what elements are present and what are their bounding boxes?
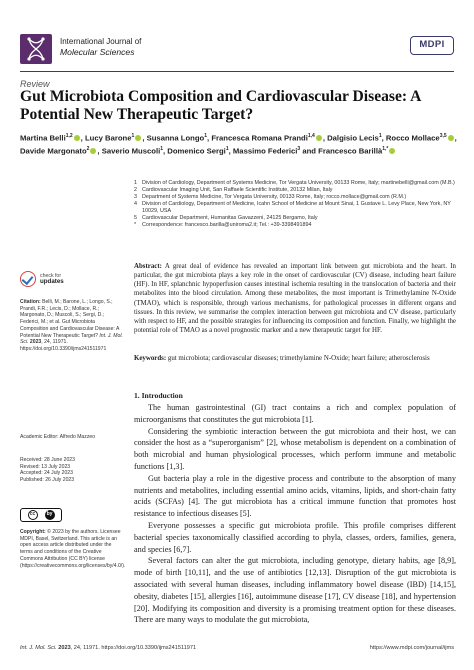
author-affiliation-mark: 1,* (382, 146, 389, 153)
footer-citation (20, 645, 196, 651)
affiliation-text: Cardiovascular Imaging Unit, San Raffaele Scientific Institute, 20132 Milan, Italy (142, 187, 333, 193)
affiliation-number: 2 (134, 187, 137, 193)
author-name: Martina Belli (20, 133, 66, 143)
affiliation-number: 1 (134, 180, 137, 186)
footer-journal: Int. J. Mol. Sci. (20, 645, 57, 651)
author-affiliation-mark: 1 (204, 133, 208, 139)
article-type: Review (20, 79, 50, 89)
affiliation-item (134, 222, 464, 229)
paragraph: Considering the symbiotic interaction between the gut microbiota and their host, we can consider the host as a “superorganism” [2], whose metabolism is dependent on a combination of both microbial and human physiological processes, which perform immune and metabolic functions [1,3]. (134, 426, 456, 471)
author-list (20, 131, 460, 157)
orcid-icon[interactable] (448, 135, 454, 141)
affiliation-text: Department of Systems Medicine, Tor Vergata University, 00133 Rome, Italy; rocco.mollace@gmail.com (R.M.) (142, 194, 407, 200)
author-separator: , (207, 133, 212, 143)
journal-header (20, 33, 454, 67)
author-name: Francesca Romana Prandi (211, 133, 308, 143)
cc-icon: cc (28, 510, 38, 520)
affiliation-number: 5 (134, 215, 137, 221)
date-accepted: Accepted: 24 July 2023 (20, 470, 73, 477)
orcid-icon[interactable] (74, 135, 80, 141)
author-affiliation-mark: 3 (297, 146, 301, 153)
affiliation-item (134, 215, 464, 222)
header-divider (20, 71, 454, 72)
orcid-icon[interactable] (90, 148, 96, 154)
footer-year: 2023 (58, 645, 71, 651)
affiliation-item (134, 194, 464, 201)
author-name: Lucy Barone (84, 133, 132, 143)
affiliation-text: Division of Cardiology, Department of Systems Medicine, Tor Vergata University, 00133 Rome, Italy; martinebelli@gmail.com (M.B.) (142, 180, 455, 186)
abstract-label: Abstract: (134, 263, 162, 270)
author-name: Dalgisio Lecis (327, 133, 379, 143)
orcid-icon[interactable] (135, 135, 141, 141)
author-separator: , (163, 146, 168, 156)
date-published: Published: 26 July 2023 (20, 477, 75, 484)
author-affiliation-mark: 1 (160, 146, 164, 153)
citation-year: 2023 (29, 339, 42, 346)
copyright-label: Copyright: (20, 529, 46, 535)
citation-journal: Int. J. Mol. Sci. (20, 332, 123, 346)
introduction-body (134, 402, 456, 626)
affiliation-number: 4 (134, 201, 137, 207)
citation-label: Citation: (20, 299, 41, 305)
check-for-updates-icon (20, 271, 36, 287)
paragraph: Everyone possesses a specific gut microbiota profile. This profile comprises different bacterial species taxonomically classified according to phyla, classes, orders, families, genera, and species [6,7]. (134, 520, 456, 554)
journal-name-line2: Molecular Sciences (60, 47, 135, 57)
article-title: Gut Microbiota Composition and Cardiovascular Disease: A Potential New Therapeutic Target? (20, 88, 421, 123)
author-name: Rocco Mollace (385, 133, 440, 143)
check-for-updates-line1: check for (40, 273, 62, 279)
author-affiliation-mark: 1,4 (307, 133, 315, 139)
author-name: Davide Margonato (20, 146, 87, 156)
author-affiliation-mark: 1 (225, 146, 229, 153)
author-name: Saverio Muscoli (101, 146, 161, 156)
citation-tail[interactable]: , 24, 11971. https://doi.org/10.3390/ijms241511971 (20, 339, 107, 352)
publication-dates (20, 457, 124, 484)
author-name: Domenico Sergi (167, 146, 226, 156)
affiliation-text: Division of Cardiology, Department of Medicine, Icahn School of Medicine at Mount Sinai, 1 Gustave L. Levy Place, New York, NY 10029, USA (142, 201, 451, 214)
publisher-logo[interactable]: MDPI (410, 36, 454, 55)
section-heading: 1. Introduction (134, 391, 183, 400)
by-icon: by (45, 510, 55, 520)
author-affiliation-mark: 3,5 (439, 133, 447, 139)
academic-editor: Academic Editor: Alfredo Mazzeo (20, 434, 96, 440)
keywords-label: Keywords: (134, 355, 167, 362)
citation-text: Belli, M.; Barone, L.; Longo, S.; Prandi, F.R.; Lecis, D.; Mollace, R.; Margonato, D.; Muscoli, S.; Sergi, D.; Federici, M.; et al. Gut Microbiota Composition and Cardiovascular Disease: A Potential New Therapeutic Target? (20, 299, 120, 339)
date-received: Received: 28 June 2023 (20, 457, 75, 463)
orcid-icon[interactable] (316, 135, 322, 141)
author-affiliation-mark: 1,2 (65, 133, 73, 139)
keywords (134, 354, 456, 363)
author-separator: , (80, 133, 85, 143)
author-name: Susanna Longo (146, 133, 205, 143)
paragraph: Gut bacteria play a role in the digestive process and contribute to the absorption of many nutrients and metabolites, including essential amino acids, vitamins, lipids, and short-chain fatty acids (SCFAs) [4]. The gut microbiota has a critical immune function that promotes host resistance to infectious diseases [5]. (134, 473, 456, 519)
author-separator: , (97, 146, 102, 156)
author-name: Massimo Federici (232, 146, 298, 156)
affiliation-item (134, 187, 464, 194)
date-revised: Revised: 13 July 2023 (20, 463, 71, 470)
check-for-updates-line2: updates (40, 278, 64, 285)
affiliation-number: * (134, 222, 137, 228)
journal-logo-icon (20, 34, 52, 64)
citation (20, 299, 124, 353)
orcid-icon[interactable] (389, 148, 395, 154)
copyright (20, 529, 124, 569)
check-for-updates-text (40, 273, 64, 285)
affiliation-item (134, 180, 464, 187)
footer-journal-link[interactable]: https://www.mdpi.com/journal/ijms (369, 645, 454, 651)
footer-doi[interactable]: , 24, 11971. https://doi.org/10.3390/ijms241511971 (70, 645, 197, 651)
journal-name (60, 37, 141, 57)
keywords-text: gut microbiota; cardiovascular diseases; trimethylamine N-Oxide; heart failure; atherosclerosis (167, 355, 430, 362)
author-separator: , (228, 146, 233, 156)
author-affiliation-mark: 2 (86, 146, 90, 153)
author-separator: , (142, 133, 147, 143)
affiliations (134, 180, 464, 229)
abstract-text: A great deal of evidence has revealed an important link between gut microbiota and the heart. In particular, the gut microbiota plays a key role in the onset of cardiovascular (CV) disease, including heart failure (HF). In HF, splanchnic hypoperfusion causes intestinal ischemia resulting in the translocation of bacteria and their metabolites into the blood circulation. Among these metabolites, the most important is Trimethylamine N-Oxide (TMAO), which is responsible, through various mechanisms, for pathological processes in different organs and tissues. In this review, we summarise the complex interaction between gut microbiota and CV disease, particularly with respect to HF, and the possible strategies for influencing its composition and function. Finally, we highlight the potential role of TMAO as a novel prognostic marker and a new therapeutic target for HF. (134, 263, 456, 335)
author-separator: , (381, 133, 386, 143)
affiliation-number: 3 (134, 194, 137, 200)
copyright-text: © 2023 by the authors. Licensee MDPI, Basel, Switzerland. This article is an open access article distributed under the terms and conditions of the Creative Commons Attribution (CC BY) license (https://creativecommons.org/licenses/by/4.0/). (20, 529, 126, 569)
paragraph: The human gastrointestinal (GI) tract contains a rich and complex population of microorganisms that constitutes the gut microbiota [1]. (134, 403, 456, 424)
author-separator: , (322, 133, 328, 143)
author-affiliation-mark: 1 (378, 133, 382, 139)
cc-by-icon[interactable] (20, 508, 62, 522)
journal-name-line1: International Journal of (60, 37, 142, 46)
abstract (134, 262, 456, 335)
paragraph: Several factors can alter the gut microbiota, including genotype, dietary habits, age [8,9], mode of birth [10,11], and the use of antibiotics [12,13]. Disruption of the gut microbiota is associated with several human diseases, including inflammatory bowel disease (IBD) [14,15], obesity, diabetes [15], allergies [16], autoimmune disease [17], CV disease [18], and hypertension [20]. Modifying its composition and diversity is a promising treatment option for these diseases. There are many ways to modulate the gut microbiota, (134, 556, 456, 625)
author-affiliation-mark: 1 (131, 133, 135, 139)
affiliation-text: Correspondence: francesco.barilla@uniroma2.it; Tel.: +39-3398491894 (142, 222, 312, 228)
affiliation-item (134, 201, 464, 215)
affiliation-text: Cardiovascular Department, Humanitas Gavazzeni, 24125 Bergamo, Italy (142, 215, 318, 221)
author-separator: , (454, 133, 457, 143)
author-name: and Francesco Barillà (302, 146, 383, 156)
check-for-updates[interactable] (20, 268, 124, 290)
